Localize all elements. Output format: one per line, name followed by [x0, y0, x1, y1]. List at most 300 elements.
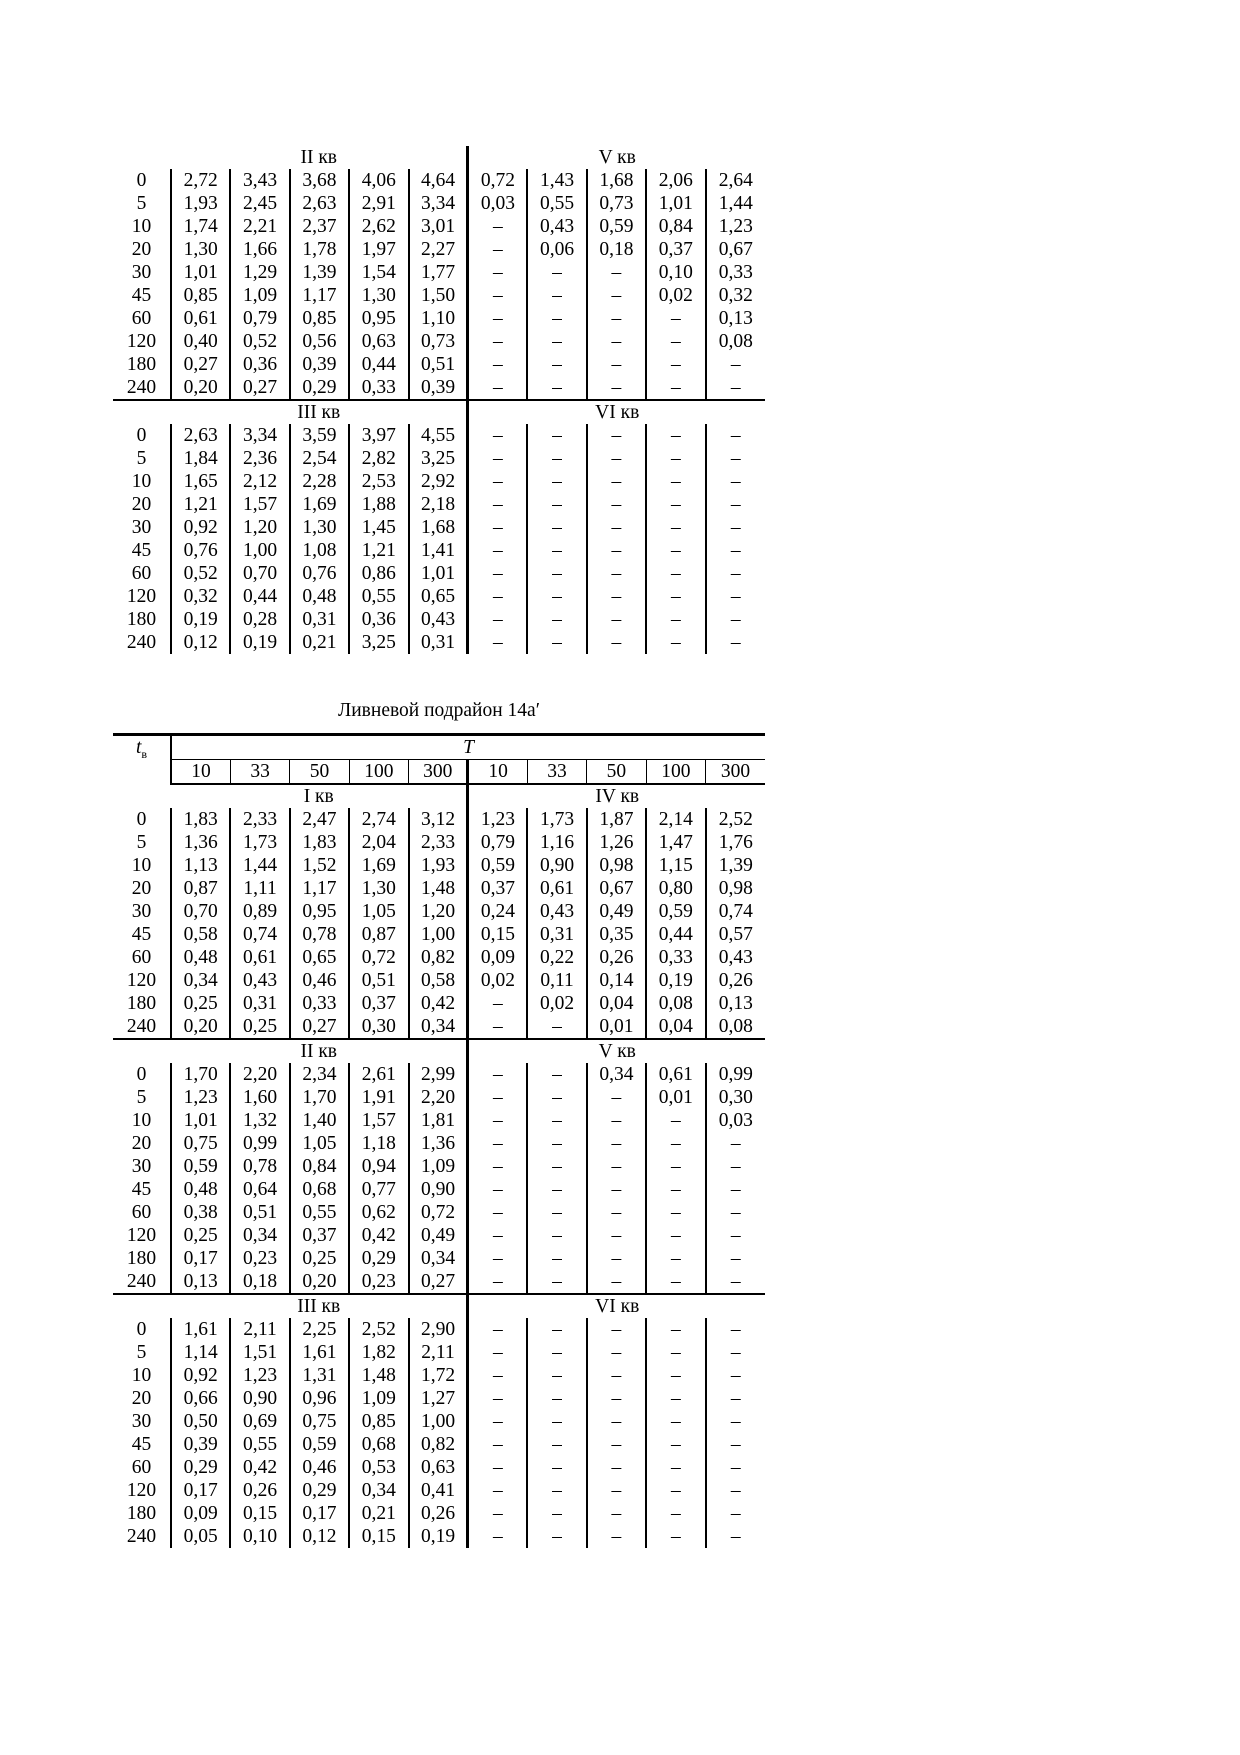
value-cell: 0,51	[409, 353, 468, 376]
value-cell: –	[706, 1178, 766, 1201]
value-cell: –	[468, 539, 527, 562]
value-cell: 0,87	[171, 877, 230, 900]
duration-cell: 60	[131, 308, 152, 329]
value-cell: –	[646, 539, 705, 562]
value-cell: 0,74	[230, 923, 289, 946]
value-cell: 0,44	[349, 353, 408, 376]
value-cell: 0,61	[527, 877, 586, 900]
quarter-label-right: VI кв	[468, 1294, 765, 1318]
value-cell: –	[646, 1224, 705, 1247]
value-cell: 0,27	[171, 353, 230, 376]
value-cell: –	[468, 1063, 527, 1086]
value-cell: 1,36	[409, 1132, 468, 1155]
value-cell: –	[527, 585, 586, 608]
value-cell: 0,20	[171, 376, 230, 400]
value-cell: –	[587, 1525, 646, 1548]
value-cell: 1,00	[230, 539, 289, 562]
period-cell: 33	[230, 760, 289, 785]
table-caption: Ливневой подрайон 14а′	[338, 700, 540, 721]
duration-cell: 20	[131, 239, 152, 260]
duration-cell: 0	[136, 425, 147, 446]
quarter-header-blank	[113, 146, 171, 169]
value-cell: 0,46	[290, 1456, 349, 1479]
value-cell: 0,62	[349, 1201, 408, 1224]
duration-cell: 30	[131, 1411, 152, 1432]
duration-cell: 45	[131, 285, 152, 306]
value-cell: –	[706, 516, 765, 539]
value-cell: –	[587, 493, 646, 516]
value-cell: –	[527, 1178, 586, 1201]
duration-cell: 45	[131, 1434, 152, 1455]
value-cell: 0,15	[468, 923, 527, 946]
value-cell: –	[527, 1479, 586, 1502]
value-cell: 1,30	[290, 516, 349, 539]
quarter-label-right: IV кв	[468, 784, 765, 808]
value-cell: 0,52	[171, 562, 230, 585]
value-cell: 0,05	[171, 1525, 230, 1548]
value-cell: –	[646, 1201, 705, 1224]
value-cell: 0,53	[349, 1456, 408, 1479]
value-cell: 0,87	[349, 923, 408, 946]
table-row	[113, 215, 765, 238]
value-cell: –	[587, 1318, 646, 1341]
value-cell: 1,11	[230, 877, 289, 900]
value-cell: 1,17	[290, 284, 349, 307]
quarter-header-blank	[113, 1039, 171, 1063]
value-cell: 0,19	[230, 631, 289, 654]
value-cell: –	[468, 516, 527, 539]
value-cell: –	[527, 1525, 586, 1548]
value-cell: –	[706, 1247, 766, 1270]
period-cell: 50	[290, 760, 349, 785]
duration-cell: 10	[131, 471, 152, 492]
value-cell: –	[587, 376, 646, 400]
table-row	[113, 900, 765, 923]
value-cell: 0,94	[349, 1155, 408, 1178]
value-cell: –	[468, 1109, 527, 1132]
value-cell: 0,61	[171, 307, 230, 330]
value-cell: 1,23	[468, 808, 527, 831]
value-cell: 1,41	[409, 539, 468, 562]
quarter-label-left: II кв	[300, 147, 337, 168]
table-row	[113, 284, 765, 307]
table-row	[113, 1247, 765, 1270]
value-cell: 0,37	[290, 1224, 349, 1247]
table-row	[113, 1318, 765, 1341]
value-cell: 0,39	[409, 376, 468, 400]
value-cell: –	[587, 1247, 646, 1270]
value-cell: 0,76	[290, 562, 349, 585]
value-cell: –	[468, 1224, 527, 1247]
value-cell: 0,09	[468, 946, 527, 969]
value-cell: –	[587, 1201, 646, 1224]
value-cell: 0,70	[171, 900, 230, 923]
value-cell: –	[468, 261, 527, 284]
table-row	[113, 1341, 765, 1364]
value-cell: –	[646, 307, 705, 330]
table-row	[113, 1502, 765, 1525]
value-cell: 1,70	[171, 1063, 230, 1086]
value-cell: 2,63	[290, 192, 349, 215]
table-row	[113, 608, 765, 631]
value-cell: –	[706, 447, 765, 470]
value-cell: 0,44	[230, 585, 289, 608]
value-cell: –	[527, 353, 586, 376]
value-cell: –	[646, 470, 705, 493]
value-cell: –	[527, 1086, 586, 1109]
value-cell: 2,47	[290, 808, 349, 831]
value-cell: –	[468, 608, 527, 631]
value-cell: 1,20	[409, 900, 468, 923]
value-cell: –	[706, 1525, 766, 1548]
value-cell: 1,01	[409, 562, 468, 585]
value-cell: 1,00	[409, 923, 468, 946]
value-cell: 0,09	[171, 1502, 230, 1525]
value-cell: 1,27	[409, 1387, 468, 1410]
value-cell: 1,26	[587, 831, 646, 854]
value-cell: 0,68	[290, 1178, 349, 1201]
value-cell: 0,01	[646, 1086, 705, 1109]
value-cell: 0,33	[290, 992, 349, 1015]
value-cell: 2,18	[409, 493, 468, 516]
value-cell: –	[527, 1247, 586, 1270]
value-cell: –	[527, 1109, 586, 1132]
value-cell: –	[587, 562, 646, 585]
value-cell: 1,23	[230, 1364, 289, 1387]
value-cell: 0,90	[230, 1387, 289, 1410]
value-cell: 2,27	[409, 238, 468, 261]
value-cell: 0,61	[230, 946, 289, 969]
value-cell: –	[468, 353, 527, 376]
value-cell: 0,63	[349, 330, 408, 353]
value-cell: 1,00	[409, 1410, 468, 1433]
value-cell: –	[587, 1270, 646, 1294]
value-cell: –	[468, 238, 527, 261]
value-cell: 0,27	[409, 1270, 468, 1294]
value-cell: –	[527, 1341, 586, 1364]
value-cell: –	[527, 1387, 586, 1410]
T-header-label: T	[171, 735, 765, 760]
value-cell: 1,23	[706, 215, 765, 238]
value-cell: –	[706, 1387, 766, 1410]
value-cell: 0,59	[171, 1155, 230, 1178]
quarter-label-right: V кв	[468, 1039, 765, 1063]
value-cell: 0,19	[171, 608, 230, 631]
value-cell: –	[468, 1132, 527, 1155]
value-cell: 2,25	[290, 1318, 349, 1341]
table-row	[113, 1086, 765, 1109]
value-cell: 0,34	[587, 1063, 646, 1086]
value-cell: –	[587, 1479, 646, 1502]
quarter-label-left: III кв	[171, 1294, 468, 1318]
value-cell: –	[468, 1456, 527, 1479]
value-cell: 1,82	[349, 1341, 408, 1364]
value-cell: 0,55	[527, 192, 586, 215]
value-cell: 0,31	[290, 608, 349, 631]
value-cell: –	[468, 1341, 527, 1364]
value-cell: 0,57	[706, 923, 766, 946]
value-cell: –	[468, 1086, 527, 1109]
quarter-header-row	[113, 146, 765, 169]
value-cell: 0,95	[290, 900, 349, 923]
value-cell: 0,98	[587, 854, 646, 877]
value-cell: 0,25	[230, 1015, 289, 1039]
value-cell: 0,64	[230, 1178, 289, 1201]
value-cell: 1,65	[171, 470, 230, 493]
value-cell: –	[646, 516, 705, 539]
period-cell: 300	[409, 760, 468, 785]
table-row	[113, 1433, 765, 1456]
value-cell: 2,99	[409, 1063, 468, 1086]
value-cell: 0,17	[171, 1479, 230, 1502]
value-cell: 1,01	[646, 192, 705, 215]
value-cell: 0,29	[171, 1456, 230, 1479]
quarter-header-blank	[113, 1294, 171, 1318]
value-cell: 0,78	[290, 923, 349, 946]
quarter-header-row	[113, 784, 765, 808]
value-cell: 0,38	[171, 1201, 230, 1224]
value-cell: 0,99	[230, 1132, 289, 1155]
value-cell: 0,34	[409, 1015, 468, 1039]
value-cell: 1,61	[290, 1341, 349, 1364]
value-cell: 2,04	[349, 831, 408, 854]
period-cell: 33	[527, 760, 586, 785]
value-cell: –	[646, 1155, 705, 1178]
value-cell: 0,58	[171, 923, 230, 946]
value-cell: –	[646, 1387, 705, 1410]
value-cell: 1,30	[171, 238, 230, 261]
value-cell: –	[527, 1155, 586, 1178]
value-cell: –	[468, 1270, 527, 1294]
value-cell: –	[646, 424, 705, 447]
value-cell: –	[646, 1247, 705, 1270]
value-cell: –	[706, 493, 765, 516]
table-row	[113, 353, 765, 376]
value-cell: 1,51	[230, 1341, 289, 1364]
duration-cell: 45	[131, 540, 152, 561]
value-cell: 0,33	[349, 376, 408, 400]
value-cell: 0,10	[646, 261, 705, 284]
quarter-header-row	[113, 400, 765, 424]
value-cell: 0,13	[706, 992, 766, 1015]
value-cell: 0,49	[587, 900, 646, 923]
value-cell: 0,25	[171, 1224, 230, 1247]
value-cell: 1,36	[171, 831, 230, 854]
value-cell: 0,85	[349, 1410, 408, 1433]
value-cell: 0,92	[171, 1364, 230, 1387]
table-row	[113, 307, 765, 330]
quarter-header-row	[113, 1039, 765, 1063]
value-cell: –	[646, 608, 705, 631]
value-cell: 0,13	[171, 1270, 230, 1294]
value-cell: –	[527, 1201, 586, 1224]
value-cell: 1,73	[230, 831, 289, 854]
table-row	[113, 1178, 765, 1201]
value-cell: –	[587, 470, 646, 493]
duration-cell: 180	[126, 609, 157, 630]
duration-cell: 180	[126, 1503, 157, 1524]
table-row	[113, 1364, 765, 1387]
value-cell: –	[468, 1525, 527, 1548]
value-cell: 1,05	[290, 1132, 349, 1155]
table-row	[113, 877, 765, 900]
value-cell: –	[527, 1318, 586, 1341]
duration-cell: 5	[136, 1087, 147, 1108]
value-cell: –	[468, 562, 527, 585]
value-cell: –	[706, 1433, 766, 1456]
value-cell: 1,87	[587, 808, 646, 831]
value-cell: 0,29	[290, 376, 349, 400]
value-cell: 0,59	[646, 900, 705, 923]
value-cell: 0,23	[230, 1247, 289, 1270]
value-cell: 1,68	[409, 516, 468, 539]
value-cell: –	[587, 353, 646, 376]
duration-cell: 120	[126, 586, 157, 607]
value-cell: 0,75	[171, 1132, 230, 1155]
value-cell: 0,75	[290, 1410, 349, 1433]
value-cell: –	[527, 631, 586, 654]
value-cell: –	[468, 470, 527, 493]
value-cell: 2,20	[230, 1063, 289, 1086]
value-cell: –	[587, 424, 646, 447]
value-cell: 0,01	[587, 1015, 646, 1039]
value-cell: 0,48	[290, 585, 349, 608]
value-cell: 1,84	[171, 447, 230, 470]
table-row	[113, 1132, 765, 1155]
duration-cell: 45	[131, 1179, 152, 1200]
value-cell: –	[468, 1178, 527, 1201]
value-cell: 2,53	[349, 470, 408, 493]
value-cell: 2,14	[646, 808, 705, 831]
value-cell: 1,20	[230, 516, 289, 539]
value-cell: 0,85	[171, 284, 230, 307]
duration-cell: 30	[131, 262, 152, 283]
value-cell: 0,18	[230, 1270, 289, 1294]
value-cell: –	[706, 1502, 766, 1525]
value-cell: 3,25	[409, 447, 468, 470]
duration-cell: 60	[131, 1457, 152, 1478]
value-cell: 0,85	[290, 307, 349, 330]
duration-cell: 5	[136, 448, 147, 469]
value-cell: 0,40	[171, 330, 230, 353]
value-cell: –	[646, 631, 705, 654]
value-cell: 1,45	[349, 516, 408, 539]
value-cell: –	[527, 1132, 586, 1155]
value-cell: 0,72	[468, 169, 527, 192]
value-cell: 1,76	[706, 831, 766, 854]
value-cell: 0,23	[349, 1270, 408, 1294]
value-cell: –	[587, 1410, 646, 1433]
value-cell: 0,42	[409, 992, 468, 1015]
duration-cell: 120	[126, 970, 157, 991]
value-cell: 0,90	[409, 1178, 468, 1201]
value-cell: 0,72	[409, 1201, 468, 1224]
quarter-header-blank	[113, 400, 171, 424]
value-cell: 1,60	[230, 1086, 289, 1109]
period-cell: 300	[706, 760, 766, 785]
value-cell: 0,31	[409, 631, 468, 654]
value-cell: 1,21	[349, 539, 408, 562]
value-cell: –	[527, 1502, 586, 1525]
value-cell: –	[706, 562, 765, 585]
duration-cell: 0	[136, 170, 147, 191]
value-cell: 0,99	[706, 1063, 766, 1086]
value-cell: 1,30	[349, 877, 408, 900]
value-cell: 0,34	[230, 1224, 289, 1247]
value-cell: –	[587, 1341, 646, 1364]
value-cell: 0,61	[646, 1063, 705, 1086]
value-cell: 0,59	[587, 215, 646, 238]
value-cell: –	[527, 1364, 586, 1387]
value-cell: 0,31	[230, 992, 289, 1015]
value-cell: 1,43	[527, 169, 586, 192]
value-cell: 0,20	[171, 1015, 230, 1039]
value-cell: 0,31	[527, 923, 586, 946]
value-cell: –	[706, 353, 765, 376]
value-cell: –	[706, 1270, 766, 1294]
value-cell: 0,46	[290, 969, 349, 992]
value-cell: –	[587, 516, 646, 539]
value-cell: –	[646, 1132, 705, 1155]
value-cell: 2,61	[349, 1063, 408, 1086]
quarter-header-blank	[113, 784, 171, 808]
value-cell: 1,09	[409, 1155, 468, 1178]
value-cell: 1,09	[230, 284, 289, 307]
duration-cell: 10	[131, 1365, 152, 1386]
table-row	[113, 1387, 765, 1410]
duration-cell: 180	[126, 993, 157, 1014]
value-cell: –	[646, 1178, 705, 1201]
value-cell: 0,18	[587, 238, 646, 261]
value-cell: 0,12	[171, 631, 230, 654]
value-cell: –	[587, 1387, 646, 1410]
value-cell: 0,78	[230, 1155, 289, 1178]
quarter-label-left: III кв	[171, 400, 468, 424]
value-cell: 2,21	[230, 215, 289, 238]
value-cell: 1,97	[349, 238, 408, 261]
value-cell: 1,08	[290, 539, 349, 562]
value-cell: –	[587, 1155, 646, 1178]
table-row	[113, 493, 765, 516]
value-cell: –	[646, 1479, 705, 1502]
value-cell: 0,19	[646, 969, 705, 992]
value-cell: 1,52	[290, 854, 349, 877]
value-cell: 3,34	[409, 192, 468, 215]
value-cell: 0,03	[468, 192, 527, 215]
duration-cell: 30	[131, 1156, 152, 1177]
value-cell: –	[527, 1433, 586, 1456]
value-cell: 2,11	[409, 1341, 468, 1364]
table-row	[113, 631, 765, 654]
value-cell: 4,55	[409, 424, 468, 447]
value-cell: 0,59	[290, 1433, 349, 1456]
value-cell: 2,33	[409, 831, 468, 854]
value-cell: –	[587, 585, 646, 608]
table-row	[113, 424, 765, 447]
duration-cell: 10	[131, 855, 152, 876]
quarter-label-left: I кв	[303, 786, 334, 807]
value-cell: 0,08	[706, 1015, 766, 1039]
value-cell: –	[527, 1063, 586, 1086]
value-cell: 2,64	[706, 169, 765, 192]
value-cell: 1,18	[349, 1132, 408, 1155]
value-cell: –	[587, 261, 646, 284]
value-cell: 0,06	[527, 238, 586, 261]
value-cell: 0,80	[646, 877, 705, 900]
value-cell: 2,62	[349, 215, 408, 238]
duration-cell: 20	[131, 494, 152, 515]
value-cell: 0,43	[527, 215, 586, 238]
